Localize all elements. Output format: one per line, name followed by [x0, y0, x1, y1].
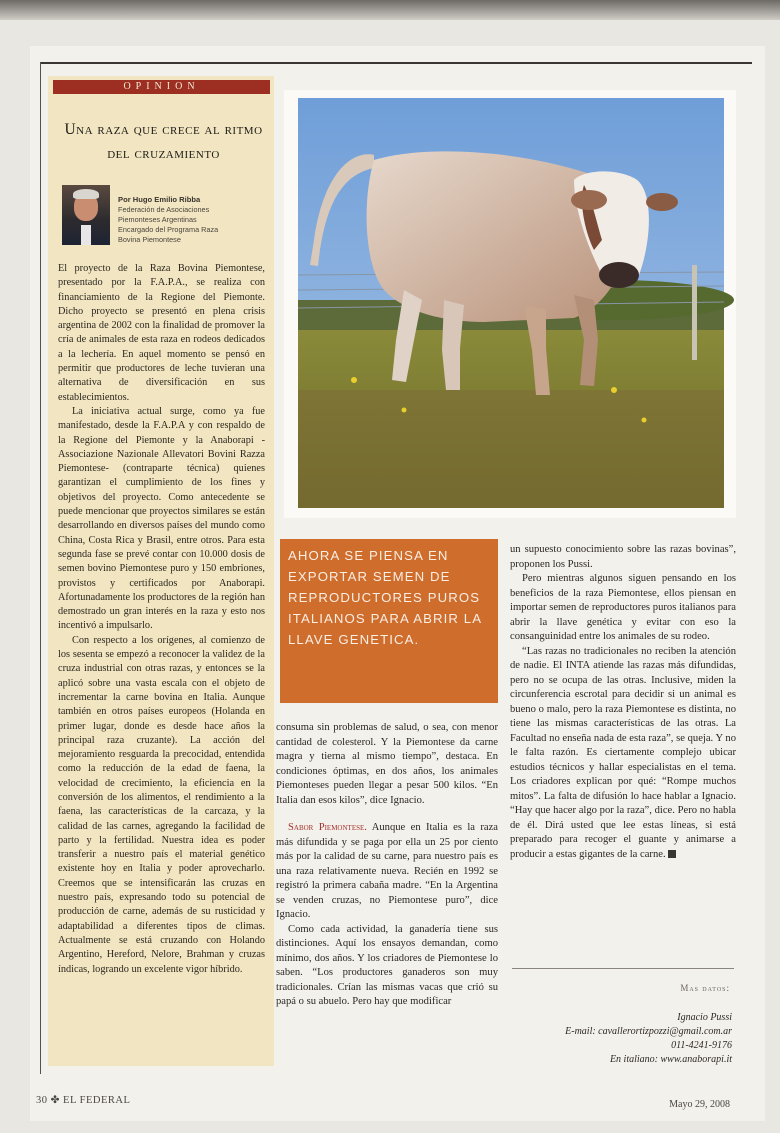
author-photo	[62, 185, 110, 245]
headline: Una raza que crece al ritmo del cruzamiento	[64, 121, 263, 162]
sidebar-body	[58, 262, 265, 977]
author-shirt	[81, 225, 91, 245]
column-paragraph-text: Aunque en Italia es la raza más difundida y se paga por ella un 25 por ciento más por la calidad de su carne, para nuestro país es una raza relativamente nueva. Recién en 1992 se registró la primera cabaña madre. “En la Argentina se venden cruzas, no Piemontese puro”, dice Ignacio.	[276, 822, 498, 920]
column-paragraph: Pero mientras algunos siguen pensando en los beneficios de la raza Piemontese, ellos piensan en importar semen de reproductores puros italianos para abrir la llave genética y evitar con eso la consanguinidad entre los animales de su rodeo.	[510, 573, 736, 642]
scan-top-shadow	[0, 0, 780, 20]
bull-photo-illustration	[284, 90, 736, 518]
info-label: Mas datos:	[680, 983, 730, 993]
section-label: OPINION	[53, 80, 270, 94]
column-paragraph: Como cada actividad, la ganadería tiene sus distinciones. Aquí los ensayos demandan, como mínimo, dos años. Y los criadores de Piemontese lo saben. “Los productores ganaderos son muy tradicionales. Crían las mismas vacas que crió su papá o su abuelo. Pero hay que modificar	[276, 923, 498, 1007]
subhead-lead: Sabor Piemontese.	[288, 822, 367, 833]
sidebar-paragraph: Con respecto a los orígenes, al comienzo de los sesenta se empezó a reconocer la validez de la cruza industrial con otras razas, y entonces se la aplicó sobre una vasta escala con el objeto de incrementar la carne bovina en Italia. Aunque también en otros países europeos (Holanda en primer lugar, donde es desde hace años la principal raza cruzante). La acción del mejoramiento resguarda la precocidad, entendida como la reducción de la edad de faena, la velocidad de crecimiento, la eficiencia en la conversión de los alimentos, el rendimiento a la faena, las características de la carcaza, y la calidad de las carnes, agregando la facilidad de parto y la fertilidad. Nuestra idea es poder transferir a nuestro país el material genético existente hoy en Italia y poder aprovecharlo. Creemos que se intensificarán las cruzas en nuestro país, expresando todo su potencial de producción de carne, además de su rusticidad y adaptabilidad a diferentes tipos de climas. Actualmente se está cruzando con Holando Argentino, Hereford, Nelore, Brahman y cruzas índicas, logrando un excelente vigor híbrido.	[58, 634, 265, 975]
bull-photo	[284, 90, 736, 518]
sidebar-paragraph: El proyecto de la Raza Bovina Piemontese, presentado por la F.A.P.A., se realiza con financiamiento de la Regione del Piemonte. Dicho proyecto se presentó en plena crisis argentina de 2002 con la finalidad de promover la cría de animales de esta raza en rodeos dedicados a la lechería. En aquel momento se pensó en permitir que productores de leche tuvieran una alternativa de diversificación en sus establecimientos.	[58, 263, 265, 403]
author-hair	[73, 189, 99, 199]
sidebar-paragraph: La iniciativa actual surge, como ya fue manifestado, desde la F.A.P.A y con respaldo de la Regione del Piemonte y la Anaborapi -Associazione Nazionale Allevatori Bovini Razza Piemontese- (contraparte técnica) quienes garantizan el cumplimiento de los fines y objetivos del proyecto. Como antecedente se puede mencionar que proyectos similares se están desarrollando en diversos países del mundo como China, Costa Rica y Brasil, entre otros. Para esta segunda fase se prevé contar con 10.000 dosis de semen bovino Piemontese puro y 150 embriones, provistos y certificados por Anaborapi. Afortunadamente los productores de la región han demostrado un gran interés en la raza y esto nos incentivó a impulsarlo.	[58, 405, 265, 632]
byline-line: Encargado del Programa Raza	[118, 225, 219, 234]
column-paragraph: un supuesto conocimiento sobre las razas bovinas”, proponen los Pussi.	[510, 544, 736, 570]
byline-line: Federación de Asociaciones	[118, 205, 210, 214]
byline	[118, 195, 268, 245]
column-paragraph: consuma sin problemas de salud, o sea, con menor cantidad de colesterol. Y la Piemontese da carne magra y tierna al mismo tiempo”, destaca. En condiciones óptimas, en dos años, los animales Piemonteses pueden llegar a pesar 500 kilos. “En Italia dan esos kilos”, dice Ignacio.	[276, 722, 498, 806]
contact-web: En italiano: www.anaborapi.it	[609, 1054, 732, 1065]
column-paragraph	[276, 821, 498, 923]
article-column-3	[510, 543, 736, 862]
contact-name: Ignacio Pussi	[677, 1012, 732, 1023]
page-footer-date: Mayo 29, 2008	[669, 1099, 730, 1110]
byline-line: Piemonteses Argentinas	[118, 215, 197, 224]
end-of-article-icon	[668, 850, 676, 858]
contact-phone: 011-4241-9176	[671, 1040, 732, 1051]
page-footer-publication: 30 ✤ EL FEDERAL	[36, 1095, 131, 1106]
pull-quote: AHORA SE PIENSA EN EXPORTAR SEMEN DE REPRODUCTORES PUROS ITALIANOS PARA ABRIR LA LLAVE GENETICA.	[280, 539, 498, 703]
left-margin-rule	[40, 62, 41, 1074]
byline-line: Bovina Piemontese	[118, 235, 181, 244]
column-paragraph-text: “Las razas no tradicionales no reciben la atención de nadie. El INTA atiende las razas más difundidas, pero no se ocupa de las otras. Inclusive, miden la circunferencia escrotal para decidir si un animal es bueno o malo, pero la raza Piemontese es distinta, no tiene las mismas características de las otras. La Facultad no enseña nada de esta raza”, se queja. Y no le falta razón. Es ciertamente complejo ubicar estudios técnicos y hallar especialistas en el tema. Los criadores explican por qué: “Rompe muchos mitos”. La falta de difusión lo hace hablar a Ignacio. “Hay que hacer algo por la raza”, dice. Pero no habla de él. Dirá usted que lee estas líneas, si está preparado para recoger el guante y animarse a producir a estas gigantes de la carne.	[510, 645, 736, 860]
info-divider	[512, 968, 734, 969]
article-column-2	[276, 721, 498, 1010]
contact-info	[512, 1011, 732, 1067]
column-paragraph	[510, 645, 736, 863]
top-rule	[40, 62, 752, 64]
byline-author: Por Hugo Emilio Ribba	[118, 195, 201, 204]
contact-email: E-mail: cavallerortizpozzi@gmail.com.ar	[565, 1026, 732, 1037]
